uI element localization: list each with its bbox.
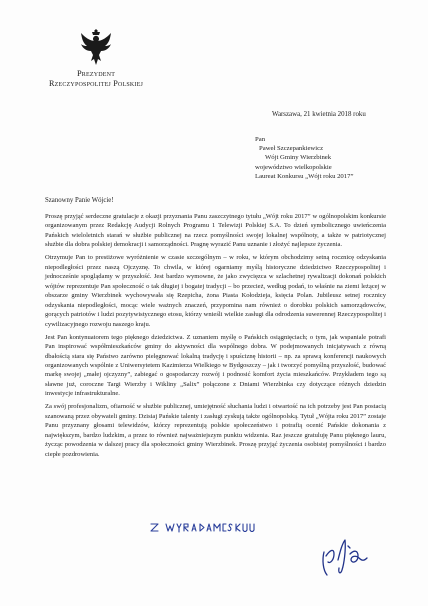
handwritten-closing <box>148 518 268 538</box>
paragraph: Jest Pan kontynuatorem tego pięknego dziedzictwa. Z uznaniem myślę o Pańskich osiągnięciach; o tym, jak wspaniale potrafi Pan inspirować współmieszkańców gminy do aktywności dla wspólnego dobra. W podejmowanych inicjatywach z równą dbałością stara się Państwo zarówno pielęgnować lokalną tradycję i spuściznę historii – np. za sprawą konferencji naukowych organizowanych wspólnie z Uniwersytetem Kazimierza Wielkiego w Bydgoszczy – jak i tworzyć pomyślną przyszłość, budować markę swojej „małej ojczyzny”, zabiegać o gospodarczy rozwój i podnosić komfort życia mieszkańców. Przykładem tego są sławne już, coroczne Targi Wierzby i Wikliny „Salix” połączone z Dniami Wierzbinka czy dotyczące różnych dziedzin inwestycje infrastrukturalne. <box>45 333 386 398</box>
addressee-block <box>255 135 353 181</box>
signature-image <box>318 530 372 582</box>
office-line-2: Rzeczypospolitej Polskiej <box>48 79 144 88</box>
office-line-1: Prezydent <box>76 69 116 78</box>
paragraph: Za swój profesjonalizm, ofiarność w służbie publicznej, umiejętność słuchania ludzi i otwartość na ich potrzeby jest Pan postacią szanowaną przez obywateli gminy. Dzisiaj Pańskie talenty i zasługi zyskują także ogólnopolską. Tytuł „Wójta roku 2017” zostaje Panu przyznany głosami telewidzów, którzy reprezentują polskie społeczeństwo i potrafią ocenić Pańskie dokonania z największym, bardzo ludzkim, a przez to również najważniejszym punktu widzenia. Raz jeszcze gratuluję Panu pięknego lauru, życząc powodzenia w dalszej pracy dla społeczności gminy Wierzbinek. Proszę przyjąć życzenia osobistej pomyślności i bardzo ciepłe pozdrowienia. <box>45 403 386 458</box>
office-heading <box>40 69 152 89</box>
addressee-line: Laureat Konkursu „Wójt roku 2017” <box>255 172 354 180</box>
addressee-line: Wójt Gminy Wierzbinek <box>265 154 332 162</box>
paragraph: Otrzymuje Pan to prestiżowe wyróżnienie w czasie szczególnym – w roku, w którym obchodzimy setną rocznicę odzyskania niepodległości przez naszą Ojczyznę. To chwila, w której ogarniamy myślą historyczne dziedzictwo Rzeczypospolitej i jednocześnie spoglądamy w przyszłość. Jest bardzo wymowne, że jako zwycięzca w szlachetnej rywalizacji dokonań polskich wójtów reprezentuje Pan społeczność o tak długiej i bogatej tradycji – bo przecież, według podań, to właśnie na ziemi leżącej w obszarze gminy Wierzbinek wychowywała się Rzepicha, żona Piasta Kołodzieja, księcia Polan. Jubileusz setnej rocznicy odzyskania niepodległości, mocąc wiele ważnych znaczeń, przypomina nam również o dorobku polskich samorządowców, gorących patriotów i ludzi pozytywistycznego etosu, którzy wnieśli wielkie zasługi dla odrodzenia suwerennej Rzeczypospolitej i cywilizacyjnego rozwoju naszego kraju. <box>45 254 386 328</box>
salutation: Szanowny Panie Wójcie! <box>45 197 114 204</box>
addressee-line: województwo wielkopolskie <box>255 163 332 171</box>
letter-body <box>45 212 386 463</box>
polish-eagle-emblem-icon <box>79 27 113 67</box>
letter-date: Warszawa, 21 kwietnia 2018 roku <box>272 111 366 118</box>
paragraph: Proszę przyjąć serdeczne gratulacje z okazji przyznania Panu zaszczytnego tytułu „Wójt roku 2017” w ogólnopolskim konkursie organizowanym przez Redakcję Audycji Rolnych Programu 1 Telewizji Polskiej S.A. To dzień symbolicznego uwieńczenia Pańskich wieloletnich starań w służbie publicznej na rzecz pomyślności swojej lokalnej wspólnoty, a także w patriotycznej służbie dla dobra polskiej demokracji i samorządności. Pragnę wyrazić Panu uznanie i złożyć najlepsze życzenia. <box>45 213 386 249</box>
addressee-line: Pan <box>255 136 266 143</box>
addressee-line: Paweł Szczepankiewicz <box>259 145 324 153</box>
